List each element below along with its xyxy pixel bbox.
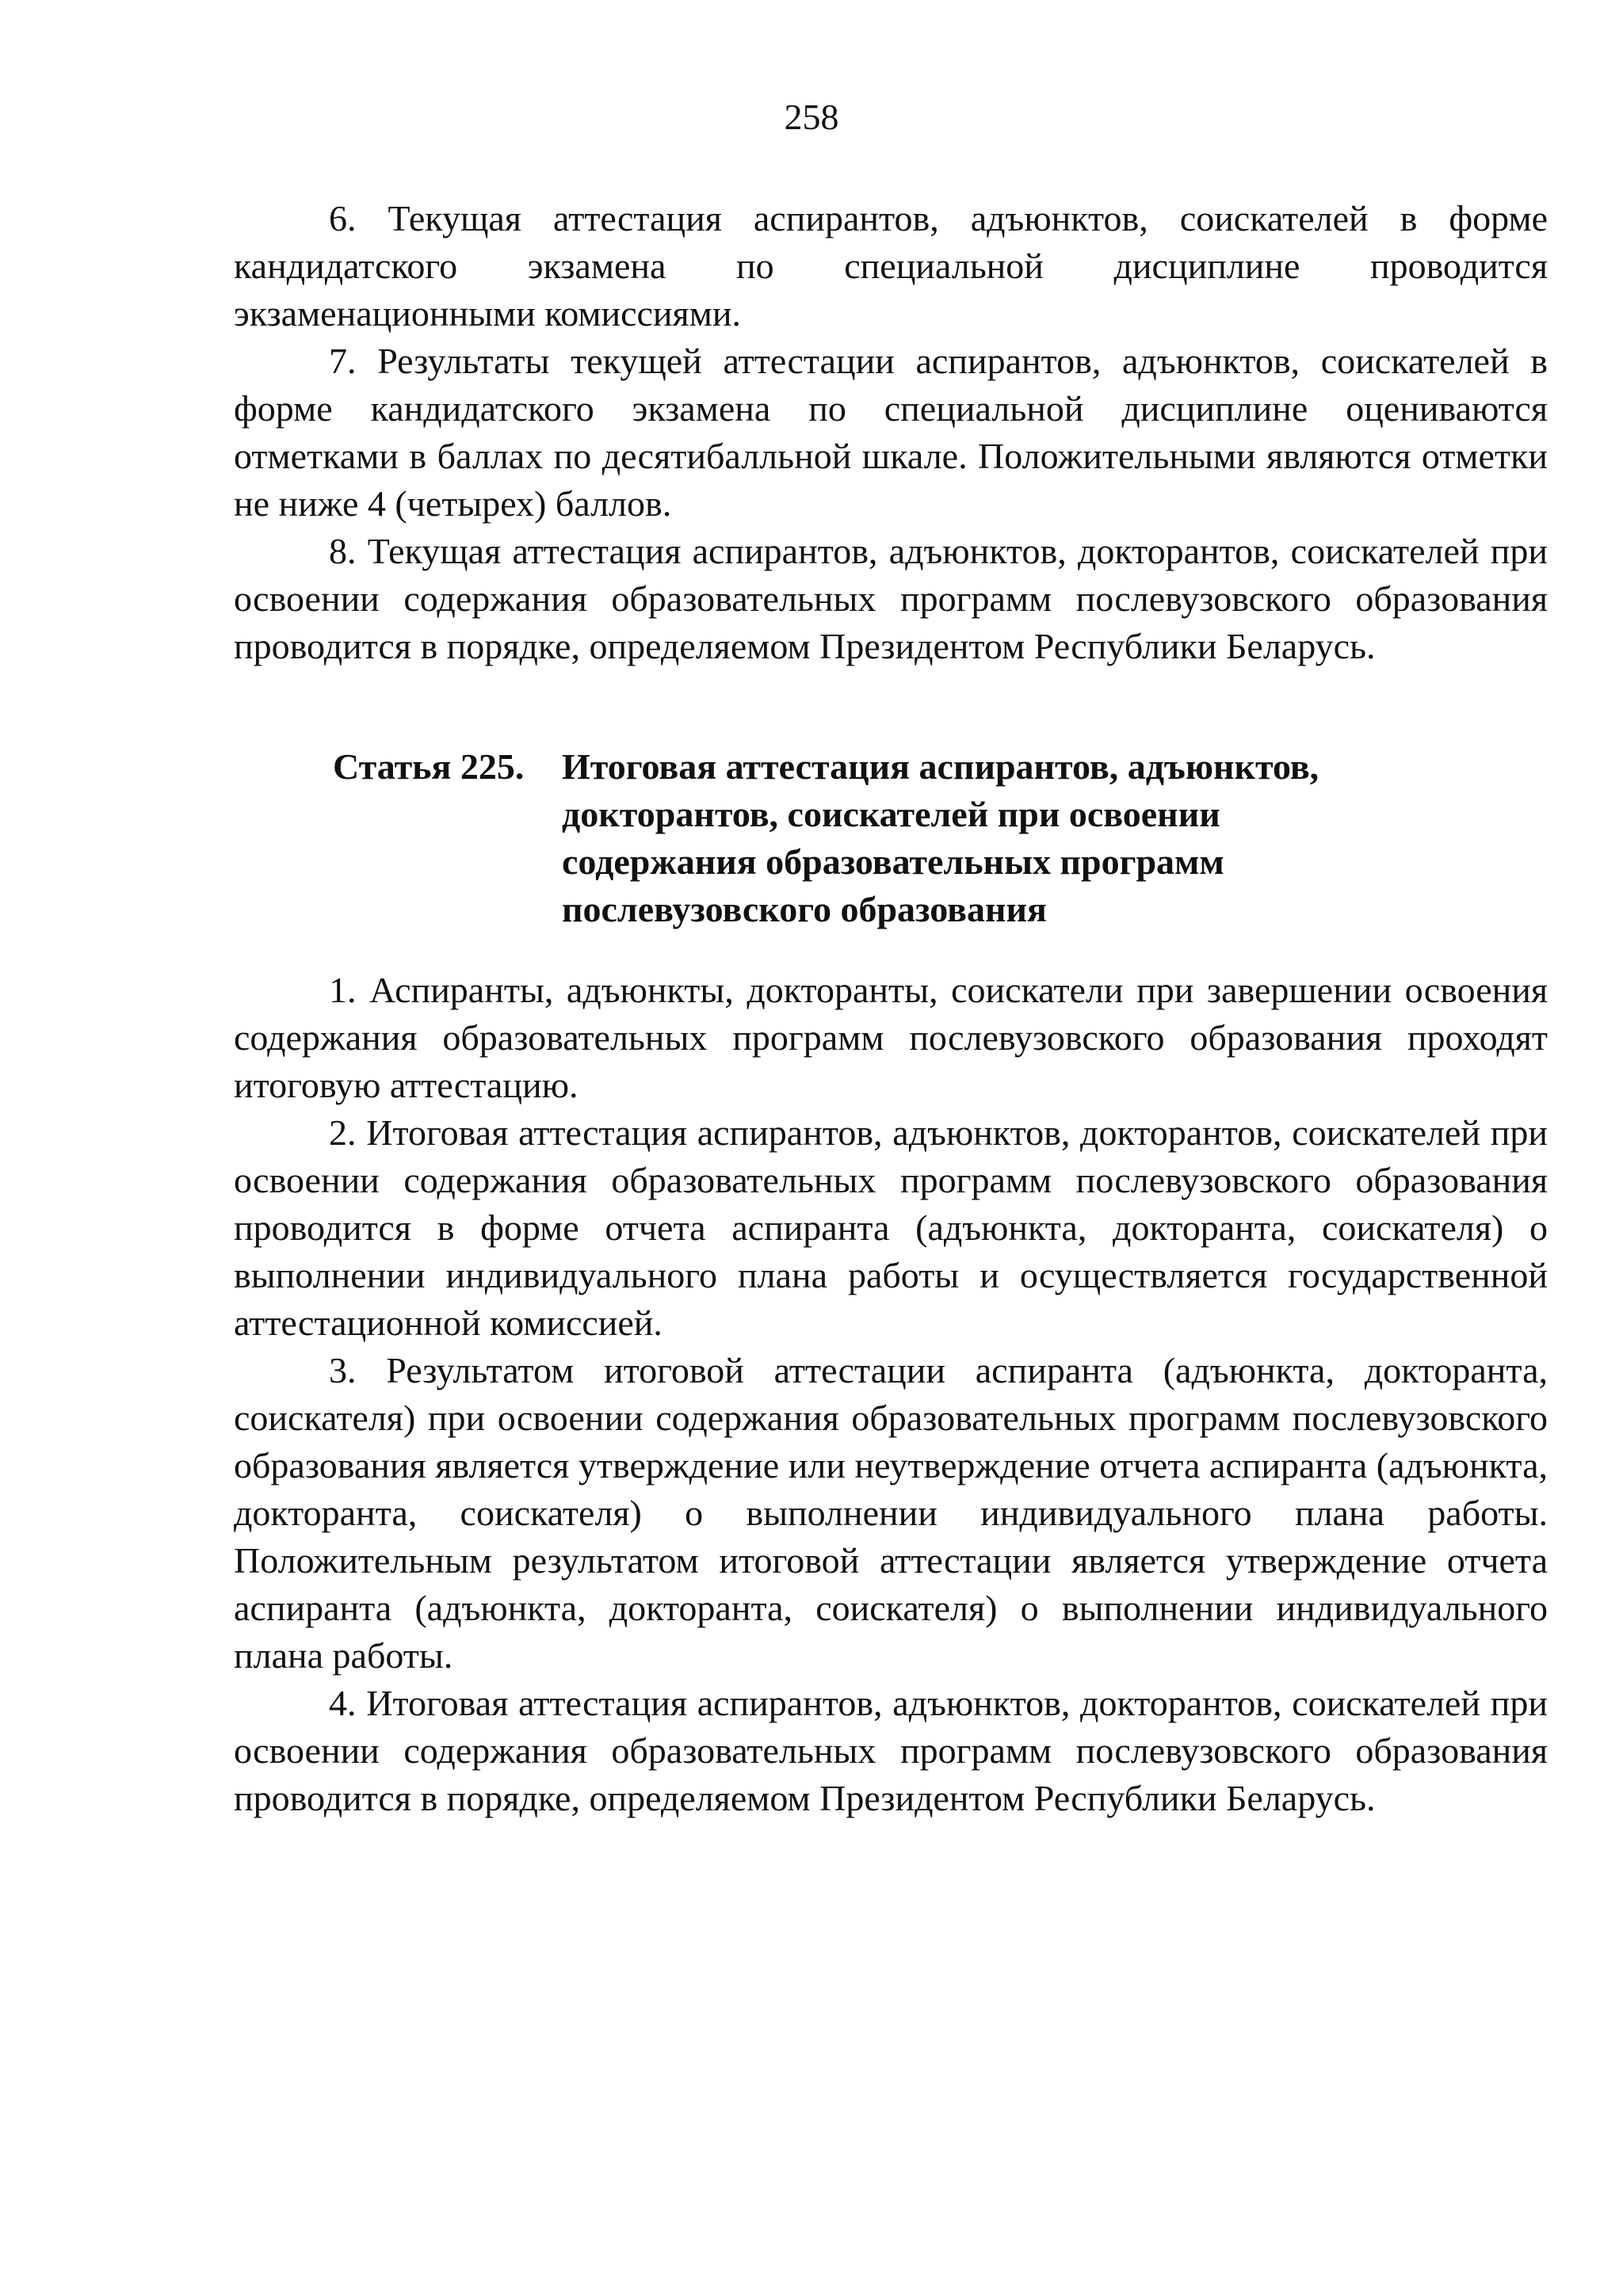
paragraph-3: 3. Результатом итоговой аттестации аспиранта (адъюнкта, докторанта, соискателя) при освоении содержания образовательных программ послевузовского образования является утверждение или неутверждение отчета аспиранта (адъюнкта, докторанта, соискателя) о выполнении индивидуального плана работы. Положительным результатом итоговой аттестации является утверждение отчета аспиранта (адъюнкта, докторанта, соискателя) о выполнении индивидуального плана работы. — [234, 1350, 1548, 1676]
article-title-line: послевузовского образования — [562, 889, 1047, 929]
paragraph-6: 6. Текущая аттестация аспирантов, адъюнктов, соискателей в форме кандидатского экзамена по специальной дисциплине проводится экзаменационными комиссиями. — [234, 198, 1548, 334]
previous-article-continuation — [234, 195, 1548, 670]
paragraph-7: 7. Результаты текущей аттестации аспирантов, адъюнктов, соискателей в форме кандидатского экзамена по специальной дисциплине оцениваются отметками в баллах по десятибалльной шкале. Положительными являются отметки не ниже 4 (четырех) баллов. — [234, 341, 1548, 524]
article-title-line: докторантов, соискателей при освоении — [562, 794, 1220, 834]
article-heading — [333, 743, 1522, 933]
article-number: Статья 225. — [333, 746, 525, 787]
page-number: 258 — [784, 97, 839, 137]
paragraph-1: 1. Аспиранты, адъюнкты, докторанты, соискатели при завершении освоения содержания образовательных программ послевузовского образования проходят итоговую аттестацию. — [234, 970, 1548, 1105]
article-title-line: Итоговая аттестация аспирантов, адъюнктов, — [562, 746, 1319, 787]
article-title-line: содержания образовательных программ — [562, 841, 1224, 882]
article-title — [562, 743, 1465, 933]
paragraph-4: 4. Итоговая аттестация аспирантов, адъюнктов, докторантов, соискателей при освоении содержания образовательных программ послевузовского образования проводится в порядке, определяемом Президентом Республики Беларусь. — [234, 1683, 1548, 1818]
paragraph-2: 2. Итоговая аттестация аспирантов, адъюнктов, докторантов, соискателей при освоении содержания образовательных программ послевузовского образования проводится в форме отчета аспиранта (адъюнкта, докторанта, соискателя) о выполнении индивидуального плана работы и осуществляется государственной аттестационной комиссией. — [234, 1112, 1548, 1343]
paragraph-8: 8. Текущая аттестация аспирантов, адъюнктов, докторантов, соискателей при освоении содержания образовательных программ послевузовского образования проводится в порядке, определяемом Президентом Республики Беларусь. — [234, 531, 1548, 666]
article-225-body — [234, 967, 1548, 1822]
